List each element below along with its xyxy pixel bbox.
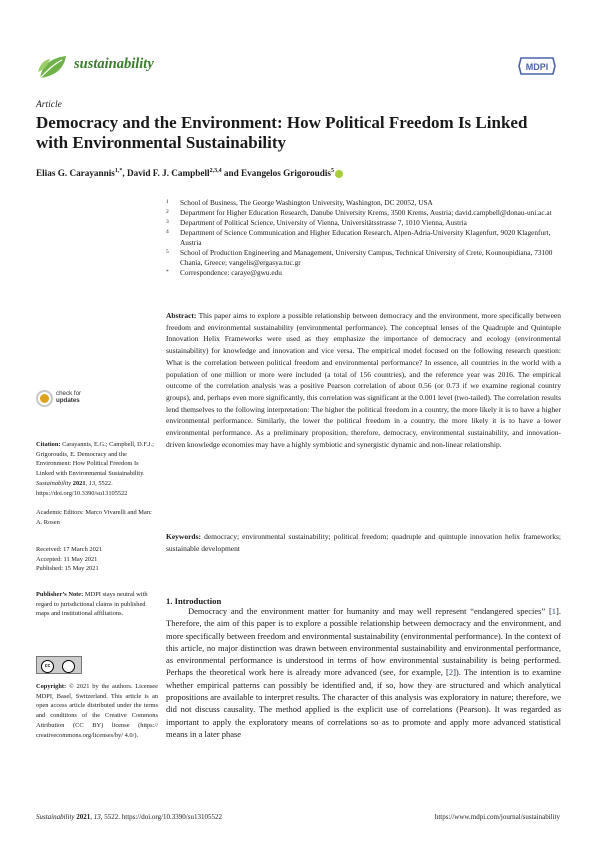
check-updates-icon: [36, 390, 53, 407]
affiliation-text: School of Production Engineering and Management, University Campus, Technical University of Crete, Kounoupidiana, 73100 Chania, Greece; vangelis@ergasya.tuc.gr: [180, 248, 553, 267]
footer-year: 2021: [76, 813, 91, 821]
affiliation-item: [166, 198, 561, 208]
affiliation-item: [166, 208, 561, 218]
footer-volume: 13: [93, 813, 101, 821]
journal-name: sustainability: [74, 56, 154, 72]
citation-doi[interactable]: , 5522. https://doi.org/10.3390/su13105522: [36, 479, 128, 497]
keywords: [166, 531, 561, 554]
reference-link[interactable]: 2: [448, 667, 454, 678]
footer-doi[interactable]: , 5522. https://doi.org/10.3390/su13105522: [100, 813, 222, 821]
affiliation-text: Department for Higher Education Research, Danube University Krems, 3500 Krems, Austria; david.campbell@donau-uni.ac.at: [180, 208, 552, 217]
affiliation-item: [166, 228, 561, 248]
affiliation-number: *: [166, 269, 169, 275]
affiliation-number: 4: [166, 229, 169, 235]
publisher-note-text: MDPI stays neutral with regard to jurisdictional claims in published maps and institutional affiliations.: [36, 591, 148, 618]
citation-journal: Sustainability: [36, 479, 72, 487]
published-date: Published: 15 May 2021: [36, 565, 99, 573]
keywords-text: democracy; environmental sustainability; political freedom; quadruple and quintuple innovation helix frameworks; sustainable development: [166, 532, 561, 553]
affiliation-item: [166, 248, 561, 268]
affiliation-text: Department of Science Communication and Higher Education Research, Alpen-Adria-University Klagenfurt, 9020 Klagenfurt, Austria: [180, 228, 551, 247]
affiliation-number: 1: [166, 199, 169, 205]
author-name: Evangelos Grigoroudis: [241, 168, 331, 179]
citation-label: Citation:: [36, 441, 61, 448]
intro-text: ]). The intention is to examine whether empirical patterns can possibly be identified and, if so, how they are structured and which analytical propositions are available to interpret results. The character of this analysis was exploratory in nature; therefore, we did not discuss causality. The method applied is the explicit use of correlations (Pearson). It was regarded as important to apply the exploratory means of correlations so as to promote and apply more advanced statistical means in a later phase: [166, 667, 561, 739]
check-updates-line2: updates: [56, 397, 80, 404]
abstract-label: Abstract:: [166, 311, 197, 320]
article-title: Democracy and the Environment: How Political Freedom Is Linked with Environmental Sustainability: [36, 113, 528, 152]
cc-by-license-icon[interactable]: [36, 656, 82, 674]
author-name: Elias G. Carayannis: [36, 168, 115, 179]
affiliation-text: School of Business, The George Washington University, Washington, DC 20052, USA: [180, 198, 433, 207]
affiliation-number: 3: [166, 219, 169, 225]
accepted-date: Accepted: 11 May 2021: [36, 555, 98, 563]
publisher-logo-text: MDPI: [525, 62, 549, 72]
introduction-paragraph: [166, 605, 561, 740]
abstract-text: This paper aims to explore a possible relationship between democracy and the environment, more specifically between freedom and environmental sustainability (environmental performance). The conceptual lenses of the Quadruple and Quintuple Innovation Helix Frameworks were used as they emphasize the importance of democracy and ecology (environmental sustainability) for knowledge and innovation and vice versa. The empirical model focused on the following research question: What is the correlation between political freedom and environmental performance? In essence, all countries in the world with a population of one million or more were included (a total of 156 countries), and the reference year was 2016. The empirical outcome of the correlation analysis was a positive Pearson correlation of about 0.56 (or 0.73 if we examine regional country groups), and, perhaps even more significantly, this correlation was significant at the 0.001 level (two-tailed). The correlation results lend themselves to the following interpretation: The higher the political freedom in a country, the more likely it is to have a higher environmental performance. Similarly, the lower the political freedom in a country, the more likely it is to have a lower environmental performance. As a preliminary proposition, therefore, democracy, environmental sustainability, and innovation-driven knowledge economies may have a highly symbiotic and synergistic dynamic and non-linear relationship.: [166, 311, 561, 449]
abstract: [166, 310, 561, 450]
publisher-note: [36, 590, 158, 619]
author-name: David F. J. Campbell: [126, 168, 210, 179]
orcid-icon[interactable]: [335, 170, 343, 178]
keywords-label: Keywords:: [166, 532, 201, 541]
publisher-note-label: Publisher’s Note:: [36, 591, 84, 598]
author-separator: and: [221, 168, 242, 179]
citation-block: Citation: Carayannis, E.G.; Campbell, D.F.J.; Grigoroudis, E. Democracy and the Environment: How Political Freedom Is Linked with Environmental Sustainability. Sustainability 2021, 13, 5522. https://doi.org/10.3390/su13105522: [36, 441, 154, 497]
mdpi-logo-icon: [517, 56, 557, 76]
leaf-logo-icon: [36, 52, 70, 82]
author-list: [36, 168, 556, 178]
author-separator: ,: [122, 168, 127, 179]
article-type: Article: [36, 100, 62, 110]
reference-link[interactable]: 1: [551, 606, 557, 616]
affiliations: [166, 198, 561, 278]
affiliation-number: 2: [166, 209, 169, 215]
affiliation-number: 5: [166, 249, 169, 255]
author-affiliation-marker: 2,3,4: [209, 168, 222, 174]
affiliation-text: Department of Political Science, University of Vienna, Universitätsstrasse 7, 1010 Vienna, Austria: [180, 218, 467, 227]
academic-editors: Academic Editors: Marco Vivarelli and Marc A. Rosen: [36, 509, 152, 526]
intro-text: Democracy and the environment matter for humanity and may well represent “endangered species” [: [188, 606, 552, 616]
check-updates-line1: check for: [56, 390, 82, 397]
cc-icon: cc: [41, 660, 54, 673]
footer-journal: Sustainability: [36, 813, 75, 821]
citation-volume: 13: [88, 479, 96, 487]
copyright-label: Copyright:: [36, 683, 67, 690]
intro-text: ]. Therefore, the aim of this paper is to explore a possible relationship between democracy and the environment, and more specifically between freedom and environmental sustainability (environmental performance). In the context of this article, no major distinction was drawn between environmental sustainability and environmental performance, as environmental performance is understood in terms of how environmental sustainability is being performed. Perhaps the theoretical work here is already more advanced (see, for example, [: [166, 606, 561, 678]
affiliation-item: [166, 268, 561, 278]
author-affiliation-marker: 1,*: [114, 168, 123, 174]
copyright-block: [36, 682, 158, 740]
section-heading-introduction: 1. Introduction: [166, 596, 222, 606]
author-affiliation-marker: 5: [330, 168, 334, 174]
received-date: Received: 17 March 2021: [36, 546, 103, 553]
citation-year: 2021: [72, 479, 86, 487]
footer-citation: Sustainability 2021, 13, 5522. https://doi.org/10.3390/su13105522: [36, 813, 222, 821]
affiliation-item: [166, 218, 561, 228]
correspondence-text: Correspondence: caraye@gwu.edu: [180, 268, 282, 277]
citation-text: Carayannis, E.G.; Campbell, D.F.J.; Grigoroudis, E. Democracy and the Environment: How Political Freedom Is Linked with Environmental Sustainability.: [36, 441, 154, 478]
dates-block: [36, 545, 158, 574]
check-for-updates-button[interactable]: [36, 390, 116, 414]
footer-journal-url[interactable]: https://www.mdpi.com/journal/sustainability: [434, 813, 560, 821]
by-person-icon: [62, 660, 75, 673]
copyright-text: © 2021 by the authors. Licensee MDPI, Basel, Switzerland. This article is an open access article distributed under the terms and conditions of the Creative Commons Attribution (CC BY) license (https:// creativecommons.org/licenses/by/ 4.0/).: [36, 683, 158, 739]
